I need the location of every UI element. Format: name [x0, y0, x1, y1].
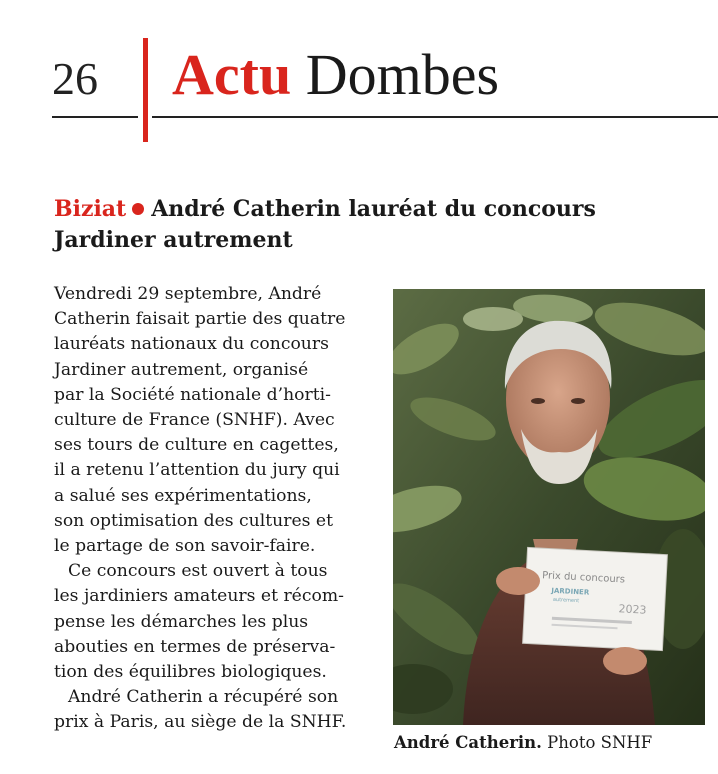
section-name-black: Dombes: [305, 42, 500, 107]
certificate: [523, 547, 668, 650]
article-line: culture de France (SNHF). Avec: [54, 410, 335, 431]
section-title: [172, 40, 499, 110]
header-rule-right: [152, 116, 718, 118]
article-line: les jardiniers amateurs et récom-: [54, 586, 344, 607]
certificate-year: 2023: [618, 602, 647, 617]
article-line: Jardiner autrement, organisé: [54, 359, 309, 380]
page-number: 26: [52, 53, 98, 104]
article-line: Vendredi 29 septembre, André: [54, 284, 322, 304]
article-line: prix à Paris, au siège de la SNHF.: [54, 712, 347, 733]
article-line: André Catherin a récupéré son: [68, 687, 339, 708]
article-line: Catherin faisait partie des quatre: [54, 309, 346, 330]
certificate-title: Prix du concours: [541, 570, 626, 586]
article-line: lauréats nationaux du concours: [54, 334, 329, 355]
article-line: le partage de son savoir-faire.: [54, 536, 316, 557]
article-title: André Catherin lauréat du concours Jardiner autrement: [54, 196, 596, 253]
article-headline: [54, 194, 694, 256]
article-line: ses tours de culture en cagettes,: [54, 435, 339, 456]
section-name-red: Actu: [172, 42, 292, 107]
photo-illustration: [393, 289, 705, 725]
person-left-hand: [496, 567, 540, 595]
header-rule-left: [52, 116, 138, 118]
person-right-hand: [603, 647, 647, 675]
article-line: par la Société nationale d’horti-: [54, 384, 331, 405]
caption-name: André Catherin.: [394, 733, 542, 752]
caption-credit: Photo SNHF: [547, 733, 653, 752]
certificate-brand: JARDINER: [551, 586, 590, 597]
certificate-brand-sub: autrement: [552, 596, 580, 605]
article-line: a salué ses expérimentations,: [54, 485, 312, 506]
header-red-bar: [143, 38, 148, 142]
article-line: Ce concours est ouvert à tous: [68, 561, 328, 582]
article-kicker: Biziat: [54, 196, 127, 222]
article-line: pense les démarches les plus: [54, 611, 309, 632]
article-line: abouties en termes de préserva-: [54, 636, 336, 657]
photo-caption: [394, 733, 652, 752]
red-bullet-icon: [132, 203, 144, 215]
article-line: son optimisation des cultures et: [54, 510, 333, 531]
article-line: tion des équilibres biologiques.: [54, 662, 327, 683]
article-body: [54, 282, 390, 736]
article-line: il a retenu l’attention du jury qui: [54, 460, 340, 481]
article-photo: [393, 289, 705, 725]
